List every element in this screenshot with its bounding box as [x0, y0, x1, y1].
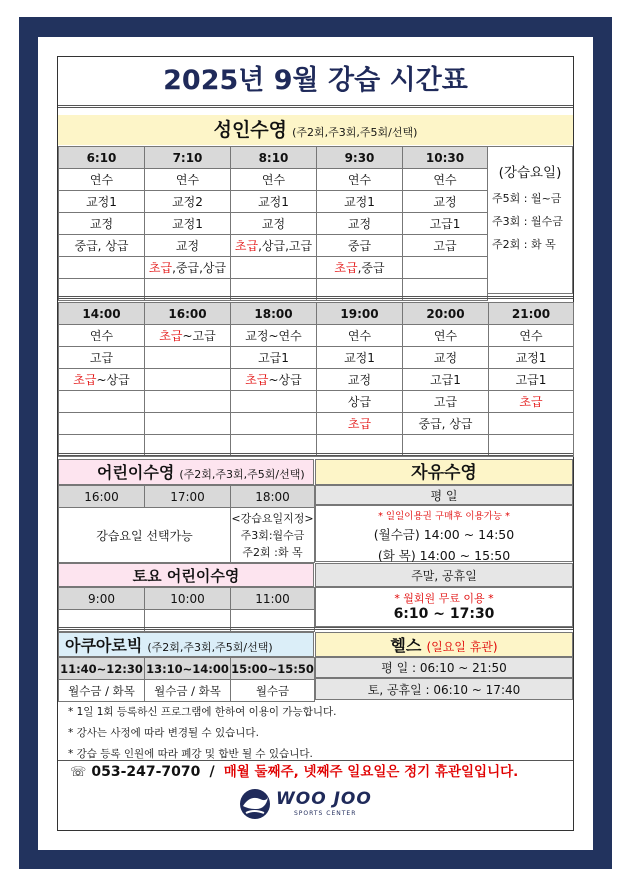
phone-number: 053-247-7070	[91, 764, 201, 780]
morning-time-header: 7:10	[145, 147, 231, 169]
schedule-cell	[59, 257, 145, 279]
saturday-kids-title: 토요 어린이수영	[132, 567, 240, 585]
schedule-cell: 교정	[317, 369, 403, 391]
kids-fixed-line: 주3회:월수금	[240, 528, 305, 542]
free-swim-weekend-time: 6:10 ~ 17:30	[393, 606, 495, 622]
free-swim-weekday-line: (화 목) 14:00 ~ 15:50	[377, 548, 511, 563]
free-swim-weekday-note: * 일일이용권 구매후 이용가능 *	[378, 511, 510, 522]
evening-time-header: 14:00	[59, 303, 145, 325]
schedule-cell	[145, 391, 231, 413]
note-line: * 강사는 사정에 따라 변경될 수 있습니다.	[68, 727, 259, 739]
saturday-kids-time: 10:00	[145, 588, 231, 610]
schedule-cell: 연수	[317, 325, 403, 347]
schedule-cell: 교정	[59, 213, 145, 235]
aquarobic-days: 월수금 / 화목	[59, 680, 145, 702]
saturday-kids-time: 9:00	[59, 588, 145, 610]
adult-day-line: 주5회 : 월~금	[492, 192, 562, 205]
gym-title: 헬스	[390, 636, 422, 655]
schedule-cell: 초급,상급,고급	[231, 235, 317, 257]
page-title: 2025년 9월 강습 시간표	[163, 65, 468, 96]
table-row	[59, 413, 574, 435]
schedule-cell: 고급	[403, 391, 489, 413]
adult-section-note: (주2회,주3회,주5회/선택)	[292, 126, 418, 139]
schedule-cell: 초급~상급	[231, 369, 317, 391]
schedule-cell	[489, 413, 574, 435]
schedule-cell: 중급	[317, 235, 403, 257]
table-row	[59, 257, 488, 279]
schedule-cell: 연수	[59, 325, 145, 347]
schedule-cell	[145, 413, 231, 435]
aquarobic-time: 11:40~12:30	[59, 658, 145, 680]
schedule-cell: 교정	[145, 235, 231, 257]
schedule-cell	[231, 413, 317, 435]
schedule-cell: 교정	[403, 191, 488, 213]
schedule-cell	[145, 347, 231, 369]
schedule-cell: 연수	[403, 169, 488, 191]
free-swim-weekday-label: 평 일	[315, 485, 573, 505]
schedule-cell: 연수	[317, 169, 403, 191]
aquarobic-time: 13:10~14:00	[145, 658, 231, 680]
schedule-cell: 연수	[231, 169, 317, 191]
schedule-cell	[59, 413, 145, 435]
phone-icon: ☏	[70, 765, 87, 780]
table-row	[59, 369, 574, 391]
schedule-cell: 교정	[231, 213, 317, 235]
table-row	[59, 325, 574, 347]
schedule-cell: 연수	[489, 325, 574, 347]
saturday-kids-table	[58, 587, 315, 632]
saturday-kids-time: 11:00	[231, 588, 315, 610]
schedule-cell: 교정1	[145, 213, 231, 235]
gym-weekend-hours: 토, 공휴일 : 06:10 ~ 17:40	[315, 678, 573, 700]
table-row	[59, 391, 574, 413]
evening-time-header: 19:00	[317, 303, 403, 325]
beginner-label: 초급	[234, 239, 259, 253]
gym-note: (일요일 휴관)	[426, 640, 498, 654]
evening-time-header: 21:00	[489, 303, 574, 325]
schedule-cell	[403, 257, 488, 279]
schedule-cell: 교정1	[231, 191, 317, 213]
gym-weekday-hours: 평 일 : 06:10 ~ 21:50	[315, 657, 573, 678]
contact-line	[70, 760, 570, 782]
note-line: * 1일 1회 등록하신 프로그램에 한하여 이용이 가능합니다.	[68, 706, 337, 718]
kids-time: 16:00	[59, 486, 145, 508]
schedule-cell	[59, 391, 145, 413]
kids-day-choice: 강습요일 선택가능	[59, 508, 231, 563]
morning-time-header: 8:10	[231, 147, 317, 169]
schedule-cell	[231, 391, 317, 413]
schedule-cell: 교정~연수	[231, 325, 317, 347]
aquarobic-header	[58, 632, 314, 657]
divider	[58, 105, 573, 108]
morning-time-header: 9:30	[317, 147, 403, 169]
schedule-cell: 초급~상급	[59, 369, 145, 391]
schedule-cell: 중급, 상급	[59, 235, 145, 257]
schedule-cell: 고급1	[231, 347, 317, 369]
kids-time: 18:00	[231, 486, 315, 508]
free-swim-header	[315, 459, 573, 485]
free-swim-weekend	[315, 587, 573, 627]
beginner-label: 초급	[159, 329, 183, 343]
schedule-cell: 교정1	[59, 191, 145, 213]
evening-time-header: 18:00	[231, 303, 317, 325]
aquarobic-note: (주2회,주3회,주5회/선택)	[147, 641, 273, 654]
notes	[68, 702, 568, 765]
kids-fixed-days	[231, 508, 315, 563]
schedule-cell: 연수	[59, 169, 145, 191]
schedule-cell	[489, 391, 574, 413]
free-swim-title: 자유수영	[411, 463, 477, 483]
free-swim-weekday	[315, 505, 573, 562]
kids-fixed-line: <강습요일지정>	[231, 511, 314, 525]
schedule-cell: 연수	[403, 325, 489, 347]
schedule-cell	[145, 369, 231, 391]
kids-time: 17:00	[145, 486, 231, 508]
schedule-cell: 연수	[145, 169, 231, 191]
logo-text: WOO JOO	[276, 789, 372, 809]
closing-notice: 매월 둘째주, 넷째주 일요일은 정기 휴관일입니다.	[223, 764, 519, 780]
table-row	[59, 169, 488, 191]
beginner-label: 초급	[519, 395, 543, 409]
aquarobic-title: 아쿠아로빅	[65, 636, 143, 655]
free-swim-weekday-line: (월수금) 14:00 ~ 14:50	[373, 527, 515, 542]
table-row	[59, 347, 574, 369]
schedule-cell: 교정1	[317, 347, 403, 369]
schedule-cell: 고급	[59, 347, 145, 369]
morning-time-header: 10:30	[403, 147, 488, 169]
evening-time-header: 16:00	[145, 303, 231, 325]
schedule-cell: 고급1	[489, 369, 574, 391]
schedule-cell: 교정2	[145, 191, 231, 213]
note-line: * 강습 등록 인원에 따라 폐강 및 합반 될 수 있습니다.	[68, 748, 313, 760]
beginner-label: 초급	[334, 261, 358, 275]
schedule-cell: 고급1	[403, 213, 488, 235]
adult-evening-table	[58, 302, 574, 457]
schedule-cell: 교정	[317, 213, 403, 235]
adult-day-line: 주3회 : 월수금	[492, 215, 563, 228]
schedule-cell	[317, 413, 403, 435]
divider	[58, 627, 573, 630]
schedule-cell: 초급~고급	[145, 325, 231, 347]
schedule-cell: 상급	[317, 391, 403, 413]
free-swim-weekend-note: * 월회원 무료 이용 *	[394, 592, 494, 605]
divider	[58, 296, 573, 299]
slash: /	[209, 764, 215, 780]
schedule-cell: 초급,중급	[317, 257, 403, 279]
aquarobic-days: 월수금	[231, 680, 315, 702]
table-row	[59, 235, 488, 257]
adult-days-title: (강습요일)	[498, 165, 562, 181]
free-swim-weekend-label: 주말, 공휴일	[315, 563, 573, 587]
schedule-cell: 중급, 상급	[403, 413, 489, 435]
adult-days-box	[487, 146, 573, 294]
adult-day-line: 주2회 : 화 목	[492, 238, 556, 251]
schedule-cell	[231, 257, 317, 279]
evening-time-header: 20:00	[403, 303, 489, 325]
schedule-cell: 초급,중급,상급	[145, 257, 231, 279]
table-row	[59, 191, 488, 213]
schedule-cell: 교정1	[489, 347, 574, 369]
beginner-label: 초급	[73, 373, 97, 387]
schedule-cell: 고급	[403, 235, 488, 257]
logo-mark-icon	[238, 787, 272, 821]
aquarobic-table	[58, 657, 315, 702]
aquarobic-time: 15:00~15:50	[231, 658, 315, 680]
kids-time-table	[58, 485, 315, 563]
adult-section-title: 성인수영	[213, 119, 288, 141]
saturday-kids-header	[58, 563, 314, 587]
adult-morning-table	[58, 146, 488, 301]
morning-time-header: 6:10	[59, 147, 145, 169]
adult-section-header	[58, 115, 573, 145]
beginner-label: 초급	[245, 373, 269, 387]
kids-section-title: 어린이수영	[97, 463, 175, 482]
aquarobic-days: 월수금 / 화목	[145, 680, 231, 702]
schedule-cell: 교정	[403, 347, 489, 369]
kids-fixed-line: 주2회 :화 목	[242, 545, 303, 559]
schedule-cell: 교정1	[317, 191, 403, 213]
schedule-cell: 고급1	[403, 369, 489, 391]
divider	[58, 453, 573, 456]
gym-header	[315, 632, 573, 657]
logo-subtext: SPORTS CENTER	[294, 810, 357, 817]
table-row	[59, 213, 488, 235]
kids-section-note: (주2회,주3회,주5회/선택)	[179, 468, 305, 481]
beginner-label: 초급	[148, 261, 173, 275]
woojoo-logo	[238, 786, 398, 822]
beginner-label: 초급	[347, 417, 372, 431]
kids-section-header	[58, 459, 314, 485]
